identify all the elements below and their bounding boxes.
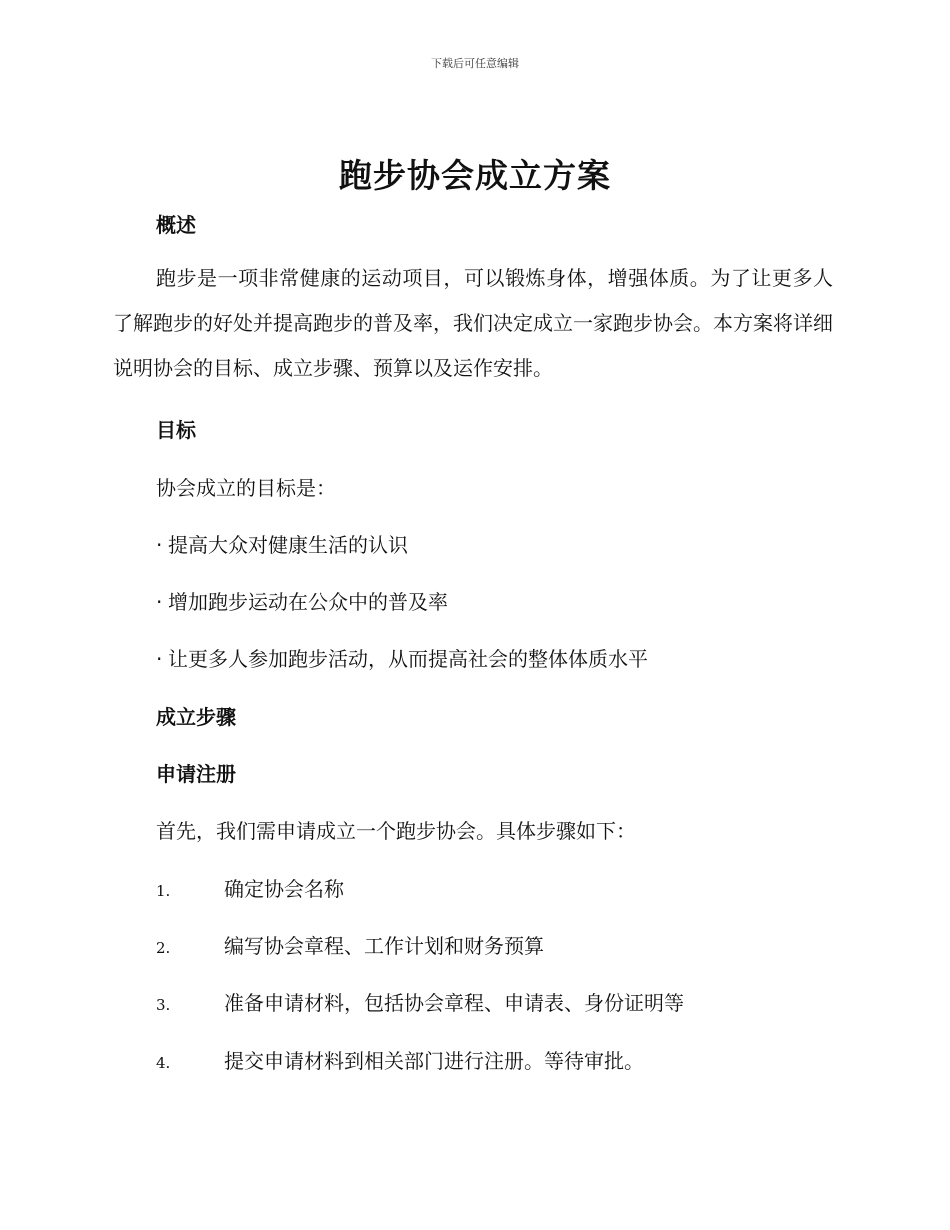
bullet-marker: · [156, 533, 163, 557]
step-item [156, 987, 684, 1016]
step-item [156, 873, 344, 902]
document-title: 跑步协会成立方案 [339, 156, 611, 195]
goal-item [156, 529, 408, 558]
step-item [156, 1045, 644, 1074]
step-number: 3. [156, 996, 171, 1014]
goal-item [156, 643, 648, 672]
step-number: 1. [156, 882, 171, 900]
step-number: 2. [156, 939, 171, 957]
goal-item-text: 增加跑步运动在公众中的普及率 [168, 590, 448, 614]
section-heading-steps: 成立步骤 [156, 705, 236, 729]
bullet-marker: · [156, 590, 163, 614]
goals-intro: 协会成立的目标是： [156, 476, 336, 500]
step-text: 确定协会名称 [224, 877, 344, 901]
steps-intro: 首先，我们需申请成立一个跑步协会。具体步骤如下： [156, 819, 636, 843]
step-number: 4. [156, 1054, 171, 1072]
step-text: 提交申请材料到相关部门进行注册。等待审批。 [224, 1049, 644, 1073]
header-note: 下载后可任意编辑 [431, 57, 519, 70]
overview-paragraph: 跑步是一项非常健康的运动项目，可以锻炼身体，增强体质。为了让更多人了解跑步的好处并提高跑步的普及率，我们决定成立一家跑步协会。本方案将详细说明协会的目标、成立步骤、预算以及运作安排。 [113, 266, 833, 380]
subheading-registration: 申请注册 [156, 762, 236, 786]
goal-item-text: 让更多人参加跑步活动，从而提高社会的整体体质水平 [168, 647, 648, 671]
section-heading-goals: 目标 [156, 418, 196, 442]
bullet-marker: · [156, 647, 163, 671]
step-item [156, 930, 544, 959]
step-text: 编写协会章程、工作计划和财务预算 [224, 934, 544, 958]
goal-item-text: 提高大众对健康生活的认识 [168, 533, 408, 557]
goal-item [156, 586, 448, 615]
step-text: 准备申请材料，包括协会章程、申请表、身份证明等 [224, 991, 684, 1015]
section-heading-overview: 概述 [156, 213, 196, 237]
